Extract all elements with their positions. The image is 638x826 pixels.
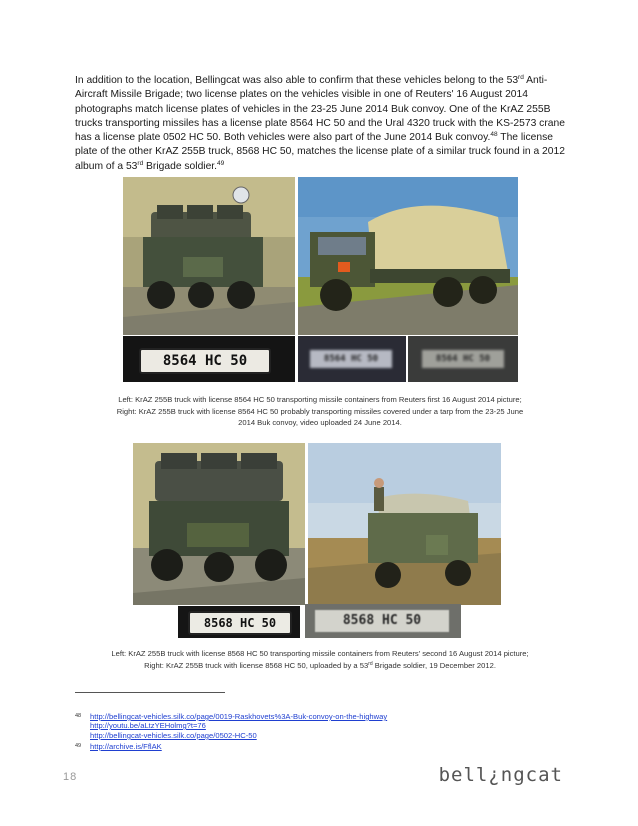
caption-line: 2014 Buk convoy, video uploaded 24 June 2014. [238, 418, 402, 427]
figure2-caption [70, 648, 570, 671]
bellingcat-logo: bell¿ngcat [438, 764, 563, 786]
footnote-link[interactable]: http://archive.is/FflAK [90, 742, 162, 751]
footnote-divider [75, 692, 225, 693]
footnote-number: 49 [75, 743, 82, 749]
footnote-link[interactable]: http://bellingcat-vehicles.silk.co/page/0502-HC-50 [90, 731, 257, 740]
plate-crop-8568-right [305, 604, 461, 638]
plate-crop-8564-right [408, 336, 518, 382]
footnote-ref-48[interactable]: 48 [490, 131, 498, 139]
photo-krAZ-8568-reuters [133, 443, 305, 605]
footnote-link[interactable]: http://bellingcat-vehicles.silk.co/page/0019-Raskhovets%3A-Buk-convoy-on-the-highway [90, 712, 388, 721]
license-plate-text: 8564 HC 50 [422, 350, 504, 368]
license-plate-text: 8568 HC 50 [188, 611, 292, 635]
caption-line: Left: KrAZ 255B truck with license 8568 HC 50 transporting missile containers from Reuters' second 16 August 2014 picture; [111, 649, 529, 658]
page-number: 18 [63, 771, 78, 783]
body-paragraph: In addition to the location, Bellingcat was also able to confirm that these vehicles belong to the 53rd Anti-Aircraft Missile Brigade; two license plates on the vehicles visible in one of Reuters' 16 August 2014 photographs match license plates of vehicles in the 23-25 June 2014 Buk convoy. One of the KrAZ 255B trucks transporting missiles has a license plate 8564 HC 50 and the Ural 4320 truck with the KS-2573 crane has a license plate 0502 HC 50. Both vehicles were also part of the June 2014 Buk convoy.$^{48}$ The license plate of the other KrAZ 255B truck, 8568 HC 50, matches the license plate of a similar truck found in a 2012 album of a 53rd Brigade soldier.$^{49}$ [75, 74, 565, 172]
footnote-49 [75, 741, 162, 752]
footnote-ref-49[interactable]: 49 [217, 159, 225, 167]
photo-krAZ-8564-reuters [123, 177, 295, 335]
footnote-link[interactable]: http://youtu.be/aLtzYEHolmg?t=76 [90, 721, 206, 730]
photo-krAZ-8568-soldier-album [308, 443, 501, 605]
footnote-48-line2 [75, 721, 206, 731]
license-plate-text: 8564 HC 50 [310, 350, 392, 368]
footnote-48-line3 [75, 731, 257, 741]
photo-krAZ-8564-tarp [298, 177, 518, 335]
caption-line: Right: KrAZ 255B truck with license 8564 HC 50 probably transporting missiles covered under a tarp from the 23-25 June [116, 406, 524, 416]
caption-line: Right: KrAZ 255B truck with license 8568 HC 50, uploaded by a 53rd Brigade soldier, 19 December 2012. [144, 660, 496, 670]
plate-crop-8564-left [123, 336, 295, 382]
caption-line: Left: KrAZ 255B truck with license 8564 HC 50 transporting missile containers from Reuters first 16 August 2014 picture; [118, 395, 522, 404]
license-plate-text: 8568 HC 50 [315, 610, 449, 632]
plate-crop-8568-left [178, 606, 300, 638]
figure1-caption [70, 394, 570, 429]
license-plate-text: 8564 HC 50 [139, 348, 271, 374]
plate-crop-8564-mid [298, 336, 406, 382]
footnote-number: 48 [75, 713, 82, 719]
